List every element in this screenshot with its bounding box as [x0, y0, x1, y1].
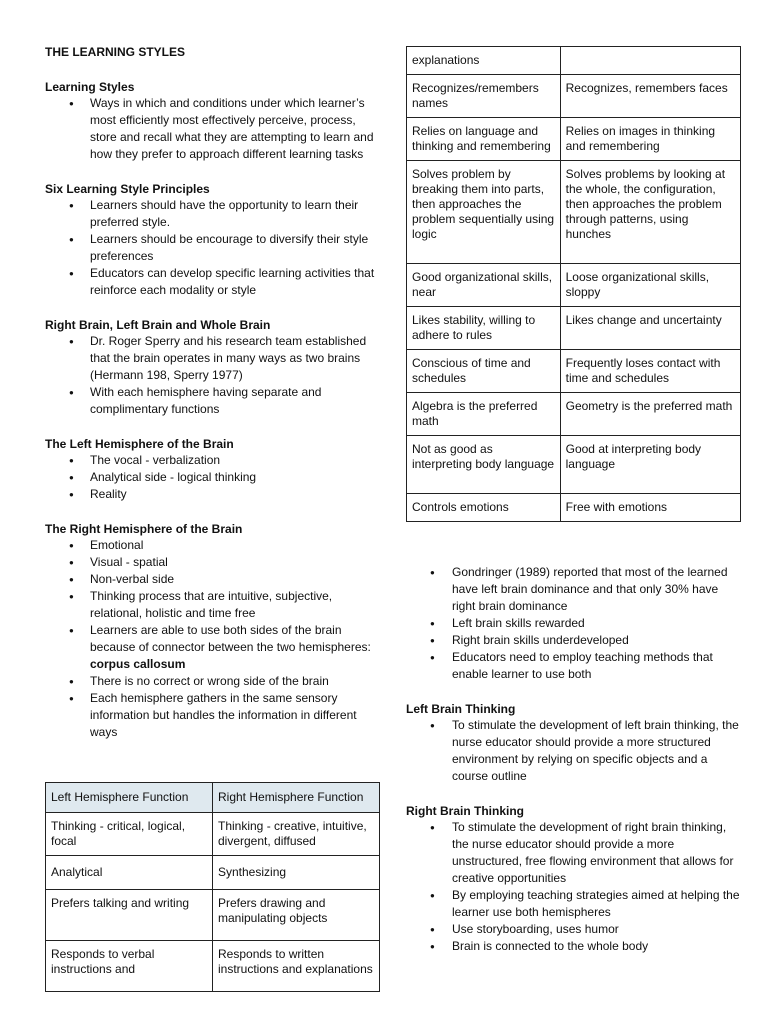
table-cell: Recognizes, remembers faces: [560, 75, 740, 118]
section-whole-brain: [45, 317, 375, 418]
right-column: [406, 564, 741, 955]
table-row: [407, 161, 741, 264]
list-item: ● There is no correct or wrong side of the brain: [45, 673, 375, 690]
list-item: ● Left brain skills rewarded: [406, 615, 741, 632]
bullet-list: [45, 537, 375, 741]
bullet-list: [45, 452, 375, 503]
section-learning-styles: [45, 79, 375, 163]
table-cell: Conscious of time and schedules: [407, 350, 561, 393]
section-heading: The Left Hemisphere of the Brain: [45, 437, 234, 451]
bullet-list: [45, 197, 375, 299]
table-cell: Geometry is the preferred math: [560, 393, 740, 436]
table-cell: Relies on language and thinking and remembering: [407, 118, 561, 161]
list-item: ● The vocal - verbalization: [45, 452, 375, 469]
list-item-text: Learners are able to use both sides of the brain because of connector between the two hemispheres:: [90, 623, 371, 654]
section-right-hemisphere: [45, 521, 375, 741]
table-row: [407, 307, 741, 350]
table-cell: Responds to verbal instructions and: [46, 941, 213, 992]
list-item: [45, 622, 375, 673]
list-item: ● Brain is connected to the whole body: [406, 938, 741, 955]
table-cell: Solves problem by breaking them into parts, then approaches the problem sequentially using logic: [407, 161, 561, 264]
table-cell: Controls emotions: [407, 494, 561, 522]
table-row: [46, 941, 380, 992]
table-cell: Frequently loses contact with time and schedules: [560, 350, 740, 393]
table-cell: Thinking - creative, intuitive, divergent, diffused: [213, 813, 380, 856]
section-heading: Right Brain Thinking: [406, 804, 524, 818]
section-heading: The Right Hemisphere of the Brain: [45, 522, 243, 536]
list-item: ● Learners should be encourage to diversify their style preferences: [45, 231, 375, 265]
list-item: ● Analytical side - logical thinking: [45, 469, 375, 486]
table-header-cell: Right Hemisphere Function: [213, 783, 380, 813]
list-item: ● Emotional: [45, 537, 375, 554]
list-item: ● To stimulate the development of right brain thinking, the nurse educator should provide a more unstructured, free flowing environment that allows for creative opportunities: [406, 819, 741, 887]
table-cell: Thinking - critical, logical, focal: [46, 813, 213, 856]
left-column: [45, 44, 375, 759]
table-cell: Good organizational skills, near: [407, 264, 561, 307]
list-item: ● Gondringer (1989) reported that most of the learned have left brain dominance and that only 30% have right brain dominance: [406, 564, 741, 615]
bullet-list: [406, 819, 741, 955]
table-cell: Loose organizational skills, sloppy: [560, 264, 740, 307]
list-item: ● Dr. Roger Sperry and his research team established that the brain operates in many ways as two brains (Hermann 198, Sperry 1977): [45, 333, 375, 384]
table-row: [407, 75, 741, 118]
table-cell: Synthesizing: [213, 856, 380, 890]
table-row: [407, 264, 741, 307]
list-item: ● Use storyboarding, uses humor: [406, 921, 741, 938]
table-row: [407, 118, 741, 161]
section-six-principles: [45, 181, 375, 299]
list-item: ● Educators need to employ teaching methods that enable learner to use both: [406, 649, 741, 683]
table-header-row: [46, 783, 380, 813]
list-item: ● Ways in which and conditions under which learner’s most efficiently most effectively perceive, process, store and recall what they are attempting to learn and how they prefer to approach different learning tasks: [45, 95, 375, 163]
table-cell: explanations: [407, 47, 561, 75]
table-row: [46, 813, 380, 856]
table-cell: Prefers talking and writing: [46, 890, 213, 941]
list-item: ● Educators can develop specific learning activities that reinforce each modality or style: [45, 265, 375, 299]
list-item: ● Right brain skills underdeveloped: [406, 632, 741, 649]
bullet-list: [406, 717, 741, 785]
bullet-list: [45, 333, 375, 418]
section-heading: Learning Styles: [45, 80, 135, 94]
table-cell: Not as good as interpreting body language: [407, 436, 561, 494]
table-row: [407, 350, 741, 393]
table-cell: Likes stability, willing to adhere to rules: [407, 307, 561, 350]
section-left-brain-thinking: [406, 701, 741, 785]
list-item: ● Visual - spatial: [45, 554, 375, 571]
section-left-hemisphere: [45, 436, 375, 503]
list-item: ● Each hemisphere gathers in the same sensory information but handles the information in different ways: [45, 690, 375, 741]
list-item: ● Thinking process that are intuitive, subjective, relational, holistic and time free: [45, 588, 375, 622]
table-row: [407, 47, 741, 75]
hemisphere-function-table-continued: [406, 46, 741, 522]
table-cell: Algebra is the preferred math: [407, 393, 561, 436]
section-heading: Right Brain, Left Brain and Whole Brain: [45, 318, 271, 332]
table-row: [407, 393, 741, 436]
table-cell: Analytical: [46, 856, 213, 890]
table-cell: Solves problems by looking at the whole, the configuration, then approaches the problem through patterns, using hunches: [560, 161, 740, 264]
table-row: [46, 856, 380, 890]
list-item: ● Reality: [45, 486, 375, 503]
table-header-cell: Left Hemisphere Function: [46, 783, 213, 813]
table-cell: Likes change and uncertainty: [560, 307, 740, 350]
table-cell: [560, 47, 740, 75]
list-item: ● By employing teaching strategies aimed at helping the learner use both hemispheres: [406, 887, 741, 921]
list-item: ● Non-verbal side: [45, 571, 375, 588]
table-row: [407, 436, 741, 494]
hemisphere-function-table: [45, 782, 380, 992]
section-right-brain-thinking: [406, 803, 741, 955]
table-row: [46, 890, 380, 941]
table-cell: Responds to written instructions and explanations: [213, 941, 380, 992]
document-title: THE LEARNING STYLES: [45, 45, 186, 59]
list-item: ● To stimulate the development of left brain thinking, the nurse educator should provide a more structured environment by relying on specific objects and a course outline: [406, 717, 741, 785]
table-cell: Relies on images in thinking and remembering: [560, 118, 740, 161]
bullet-list: [406, 564, 741, 683]
list-item: ● Learners should have the opportunity to learn their preferred style.: [45, 197, 375, 231]
list-item: ● With each hemisphere having separate and complimentary functions: [45, 384, 375, 418]
table-cell: Good at interpreting body language: [560, 436, 740, 494]
section-heading: Left Brain Thinking: [406, 702, 516, 716]
bullet-list: [45, 95, 375, 163]
table-row: [407, 494, 741, 522]
table-cell: Recognizes/remembers names: [407, 75, 561, 118]
bold-term: corpus callosum: [90, 657, 186, 671]
table-cell: Free with emotions: [560, 494, 740, 522]
table-cell: Prefers drawing and manipulating objects: [213, 890, 380, 941]
section-heading: Six Learning Style Principles: [45, 182, 210, 196]
